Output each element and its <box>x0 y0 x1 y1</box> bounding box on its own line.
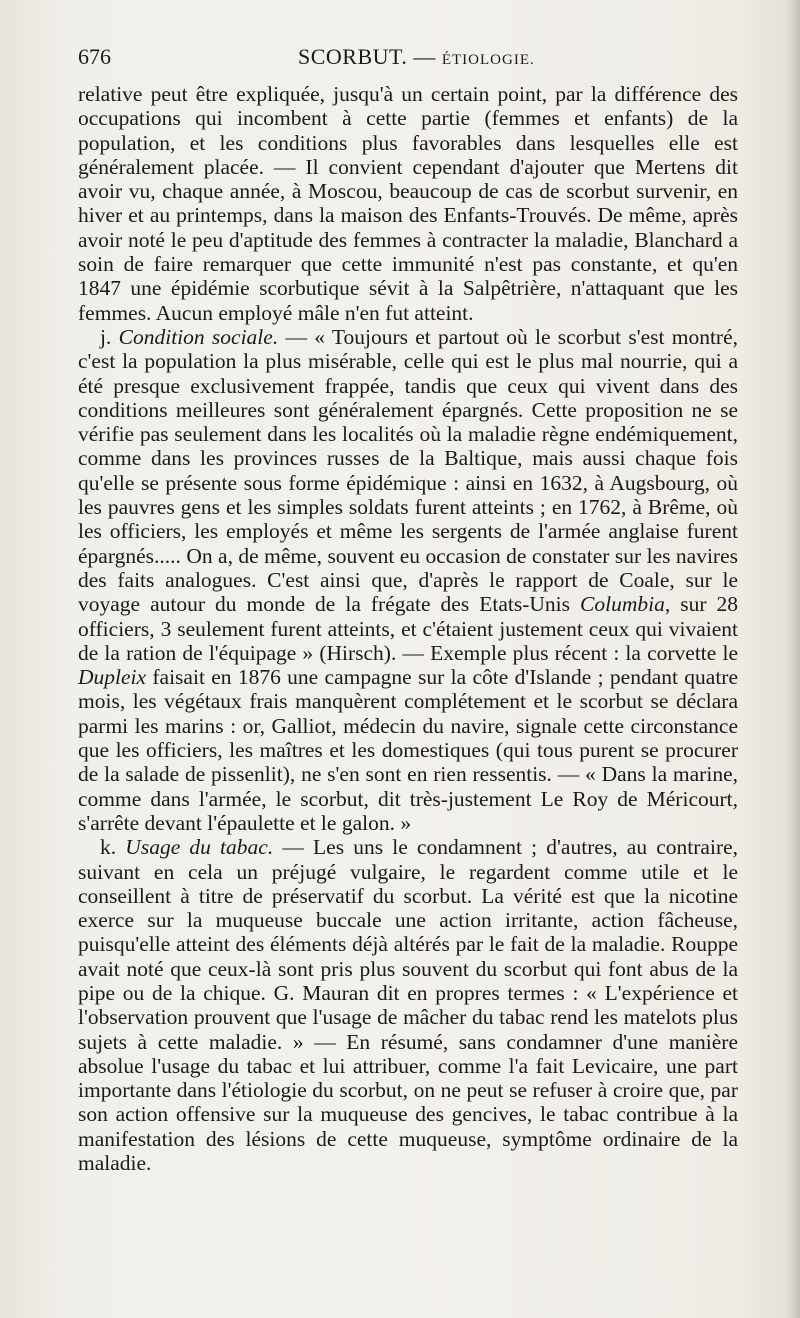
section-label-usage-du-tabac: Usage du tabac. <box>125 835 274 860</box>
body-text <box>78 82 738 1175</box>
paragraph-text: , sur 28 officiers, 3 seulement furent atteints, et c'étaient justement ceux qui vivaient de la ration de l'équipage » (Hirsch). — Exemple plus récent : la corvette le <box>78 592 738 665</box>
running-head-dash: — <box>413 44 436 69</box>
page-header <box>78 44 738 74</box>
ship-name-columbia: Columbia <box>580 592 665 617</box>
running-head-title: SCORBUT. <box>298 44 408 69</box>
paragraph-text: — Les uns le condamnent ; d'autres, au contraire, suivant en cela un préjugé vulgaire, le regardent comme utile et le conseillent à titre de préservatif du scorbut. La vérité est que la nicotine exerce sur la muqueuse buccale une action irritante, action fâcheuse, puisqu'elle atteint des éléments déjà altérés par le fait de la maladie. Rouppe avait noté que ceux-là sont pris plus souvent du scorbut qui font abus de la pipe ou de la chique. G. Mauran dit en propres termes : « L'expérience et l'observation prouvent que l'usage de mâcher du tabac rend les matelots plus sujets à cette maladie. » — En résumé, sans condamner d'une manière absolue l'usage du tabac et lui attribuer, comme l'a fait Levicaire, une part importante dans l'étiologie du scorbut, on ne peut se refuser à croire que, par son action offensive sur la muqueuse des gencives, le tabac contribue à la manifestation des lésions de cette muqueuse, symptôme ordinaire de la maladie. <box>78 835 739 1176</box>
paragraph-condition-sociale <box>78 325 738 835</box>
section-letter-k: k. <box>100 835 117 860</box>
running-head <box>298 44 535 70</box>
paragraph-text: — « Toujours et partout où le scorbut s'est montré, c'est la population la plus misérable, celle qui est le plus mal nourrie, qui a été presque exclusivement frappée, tandis que ceux qui vivent dans des conditions meilleures sont généralement épargnés. Cette proposition ne se vérifie pas seulement dans les localités où la maladie règne endémiquement, comme dans les provinces russes de la Baltique, mais aussi chaque fois qu'elle se présente sous forme épidémique : ainsi en 1632, à Augsbourg, où les pauvres gens et les simples soldats furent atteints ; en 1762, à Brême, où les officiers, les employés et même les sergents de l'armée anglaise furent épargnés..... On a, de même, souvent eu occasion de constater sur les navires des faits analogues. C'est ainsi que, d'après le rapport de Coale, sur le voyage autour du monde de la frégate des Etats-Unis <box>78 324 739 617</box>
section-label-condition-sociale: Condition sociale. <box>118 324 279 349</box>
section-letter-j: j. <box>100 324 112 349</box>
ship-name-dupleix: Dupleix <box>78 665 147 690</box>
paragraph-usage-du-tabac <box>78 835 738 1175</box>
paragraph-text: faisait en 1876 une campagne sur la côte d'Islande ; pendant quatre mois, les végétaux frais manquèrent complétement et le scorbut se déclara parmi les marins : or, Galliot, médecin du navire, signale cette circonstance que les officiers, les maîtres et les domestiques (qui tous purent se procurer de la salade de pissenlit), ne s'en sont en rien ressentis. — « Dans la marine, comme dans l'armée, le scorbut, dit très-justement Le Roy de Méricourt, s'arrête devant l'épaulette et le galon. » <box>78 665 738 835</box>
page-edge-shadow <box>786 0 800 1318</box>
page-number: 676 <box>78 44 111 69</box>
running-head-subtitle: ÉTIOLOGIE. <box>441 52 535 68</box>
paragraph-continuation: relative peut être expliquée, jusqu'à un certain point, par la différence des occupations qui incombent à cette partie (femmes et enfants) de la population, et les conditions plus favorables dans lesquelles elle est généralement placée. — Il convient cependant d'ajouter que Mertens dit avoir vu, chaque année, à Moscou, beaucoup de cas de scorbut survenir, en hiver et au printemps, dans la maison des Enfants-Trouvés. De même, après avoir noté le peu d'aptitude des femmes à contracter la maladie, Blanchard a soin de faire remarquer que cette immunité n'est pas constante, et qu'en 1847 une épidémie scorbutique sévit à la Salpêtrière, n'attaquant que les femmes. Aucun employé mâle n'en fut atteint. <box>78 82 738 325</box>
